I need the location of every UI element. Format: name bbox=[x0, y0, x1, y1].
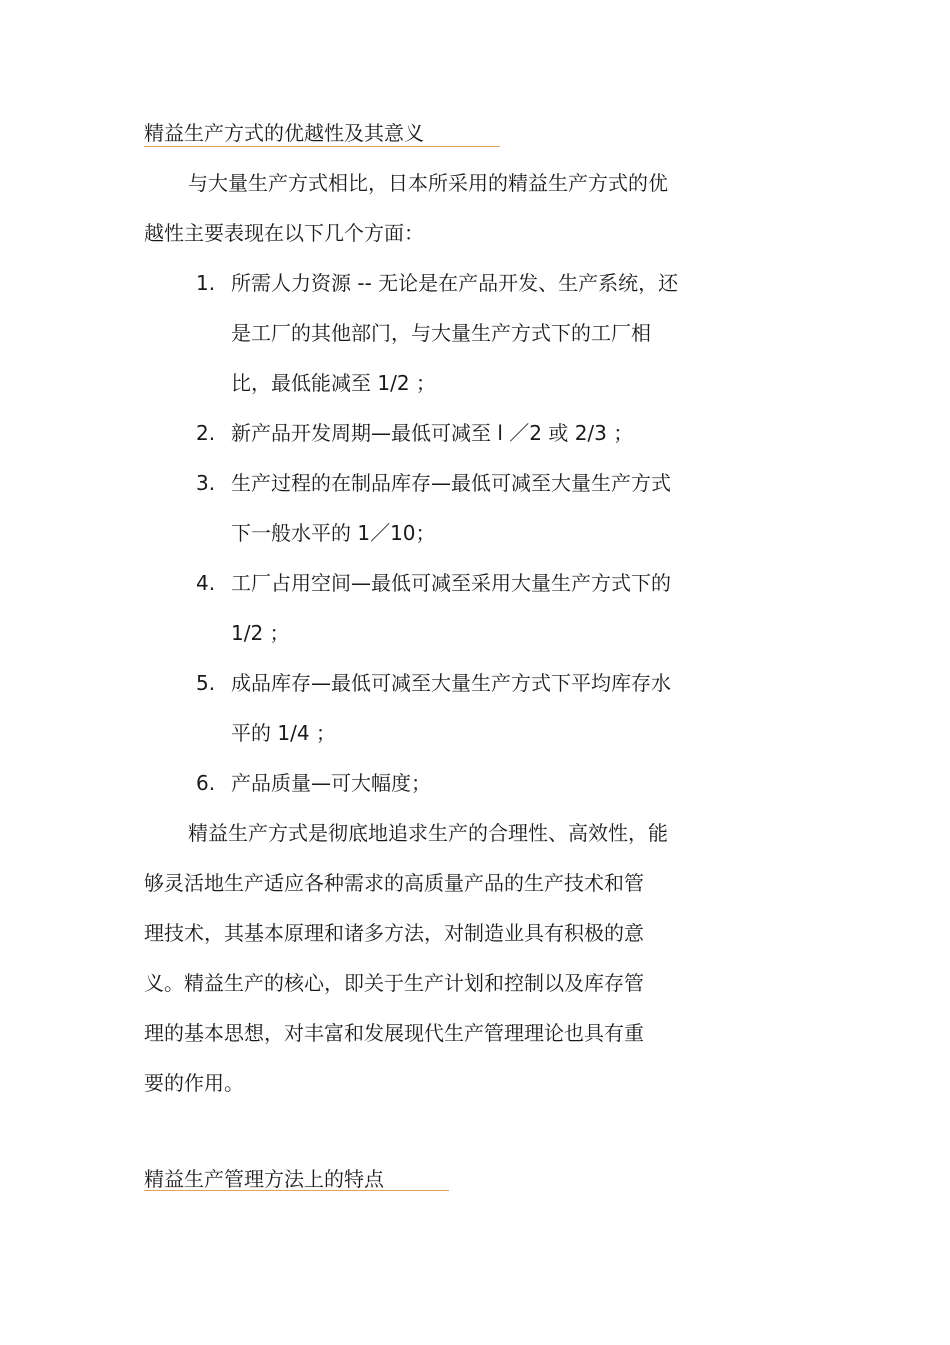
list-item-number-5: 5. bbox=[196, 671, 216, 695]
summary-line-5: 理的基本思想，对丰富和发展现代生产管理理论也具有重 bbox=[144, 1021, 644, 1045]
list-item-6-line-1: 产品质量—可大幅度； bbox=[231, 771, 431, 795]
summary-line-6: 要的作用。 bbox=[144, 1071, 244, 1095]
list-item-5-line-1: 成品库存—最低可减至大量生产方式下平均库存水 bbox=[231, 671, 671, 695]
list-item-5-line-2: 平的 1/4 ； bbox=[231, 721, 336, 745]
list-item-2-line-1: 新产品开发周期—最低可减至 l ／2 或 2/3 ； bbox=[231, 421, 634, 445]
section-title-advantages: 精益生产方式的优越性及其意义 bbox=[144, 121, 424, 145]
list-item-4-line-1: 工厂占用空间—最低可减至采用大量生产方式下的 bbox=[231, 571, 671, 595]
list-item-number-3: 3. bbox=[196, 471, 216, 495]
list-item-1-line-2: 是工厂的其他部门，与大量生产方式下的工厂相 bbox=[231, 321, 651, 345]
list-item-3-line-1: 生产过程的在制品库存—最低可减至大量生产方式 bbox=[231, 471, 671, 495]
list-item-1-line-3: 比，最低能减至 1/2 ； bbox=[231, 371, 436, 395]
intro-line-2: 越性主要表现在以下几个方面： bbox=[144, 221, 424, 245]
list-item-number-2: 2. bbox=[196, 421, 216, 445]
section-title-characteristics: 精益生产管理方法上的特点 bbox=[144, 1167, 384, 1191]
summary-line-3: 理技术，其基本原理和诸多方法，对制造业具有积极的意 bbox=[144, 921, 644, 945]
summary-line-1: 精益生产方式是彻底地追求生产的合理性、高效性，能 bbox=[188, 821, 668, 845]
summary-line-4: 义。精益生产的核心，即关于生产计划和控制以及库存管 bbox=[144, 971, 644, 995]
intro-line-1: 与大量生产方式相比，日本所采用的精益生产方式的优 bbox=[188, 171, 668, 195]
list-item-4-line-2: 1/2 ； bbox=[231, 621, 290, 645]
list-item-number-6: 6. bbox=[196, 771, 216, 795]
list-item-number-4: 4. bbox=[196, 571, 216, 595]
section-title-underline bbox=[144, 146, 500, 147]
section-title-underline-2 bbox=[144, 1190, 449, 1191]
list-item-1-line-1: 所需人力资源 -- 无论是在产品开发、生产系统，还 bbox=[231, 271, 679, 295]
summary-line-2: 够灵活地生产适应各种需求的高质量产品的生产技术和管 bbox=[144, 871, 644, 895]
list-item-number-1: 1. bbox=[196, 271, 216, 295]
list-item-3-line-2: 下一般水平的 1／10； bbox=[231, 521, 436, 545]
